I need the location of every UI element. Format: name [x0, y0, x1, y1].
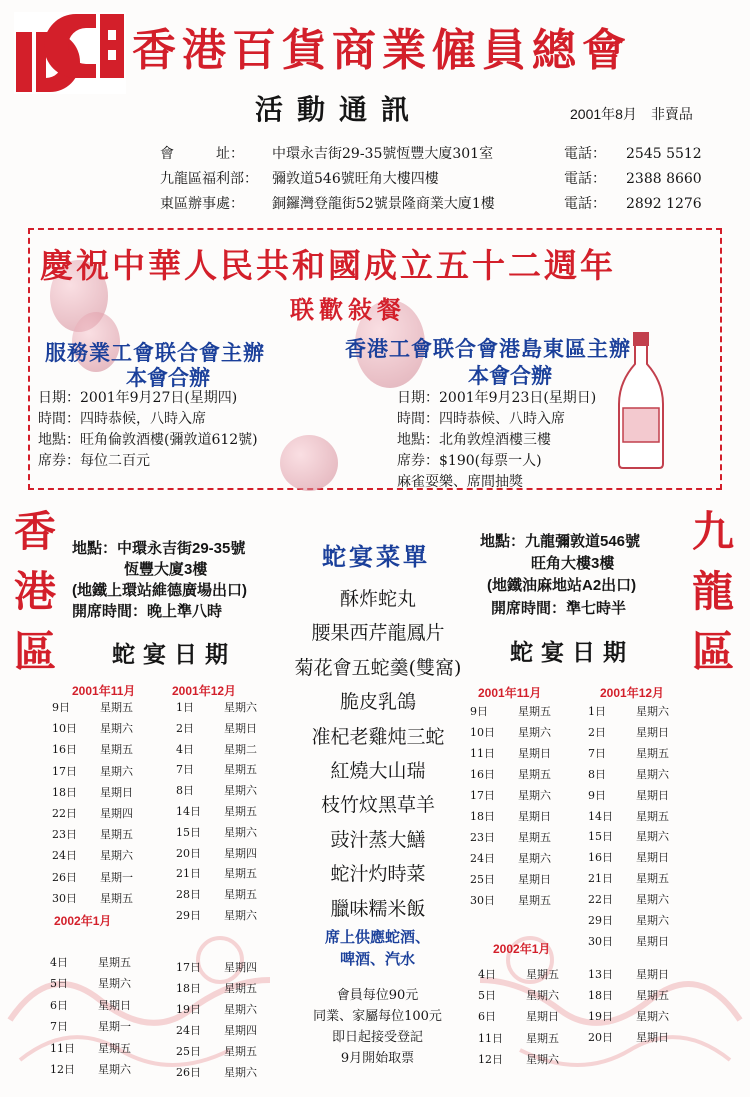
calendar-weekday: 星期六	[224, 701, 257, 714]
calendar-date: 18日	[176, 982, 201, 995]
kln-calendar-row	[478, 1052, 559, 1068]
calendar-date: 30日	[588, 934, 613, 948]
hk-calendar-row	[176, 1002, 257, 1018]
detail-line: 時間：四時恭候、八時入席	[397, 411, 565, 427]
calendar-weekday: 星期五	[98, 1041, 131, 1055]
calendar-weekday: 星期五	[100, 743, 133, 757]
drinks-note	[300, 927, 455, 971]
calendar-date: 30日	[52, 891, 77, 905]
calendar-date: 4日	[50, 956, 68, 969]
calendar-weekday: 星期六	[526, 989, 559, 1003]
calendar-weekday: 星期日	[636, 788, 669, 802]
calendar-weekday: 星期五	[224, 888, 257, 902]
detail-line: 日期：2001年9月23日(星期日)	[397, 390, 597, 406]
kln-calendar-row	[588, 788, 669, 804]
calendar-date: 11日	[470, 747, 495, 760]
menu-item: 枝竹炆黑草羊	[320, 794, 435, 817]
issue-info	[570, 104, 707, 124]
hk-calendar-row	[176, 825, 257, 841]
region-char: 區	[691, 627, 734, 676]
hk-dates-title: 蛇宴日期	[112, 641, 236, 668]
hk-venue-line: 開席時間：晚上準八時	[72, 603, 223, 620]
drinks-line: 啤酒、汽水	[339, 951, 415, 968]
calendar-date: 26日	[52, 870, 77, 884]
region-char: 龍	[691, 567, 734, 616]
hk-calendar-row	[176, 783, 257, 799]
calendar-date: 25日	[176, 1045, 201, 1058]
calendar-date: 15日	[588, 830, 613, 844]
calendar-weekday: 星期日	[636, 968, 669, 981]
calendar-weekday: 星期五	[224, 867, 257, 881]
kln-venue-line: 旺角大樓3樓	[531, 555, 615, 572]
kln-calendar-row	[588, 746, 669, 762]
kln-calendar-row	[588, 871, 669, 887]
calendar-date: 9日	[52, 701, 70, 714]
calendar-weekday: 星期五	[100, 891, 133, 905]
hk-venue-line: 恆豐大廈3樓	[124, 561, 208, 578]
calendar-weekday: 星期五	[518, 831, 551, 844]
kln-calendar-row	[470, 872, 551, 888]
organization-name: 香港百貨商業僱員總會	[132, 25, 632, 76]
hk-calendar-row	[52, 764, 133, 780]
calendar-date: 21日	[176, 867, 201, 881]
kln-calendar-row	[588, 913, 669, 929]
calendar-date: 8日	[176, 784, 194, 798]
address-label: 東區辦事處：	[160, 196, 244, 212]
kln-calendar-row	[478, 1009, 559, 1025]
calendar-weekday: 星期五	[518, 768, 551, 781]
kln-calendar-row	[588, 1030, 669, 1046]
tel-label: 電話：	[564, 171, 606, 187]
calendar-date: 10日	[52, 722, 77, 736]
kln-calendar-row	[478, 967, 559, 983]
hk-calendar-row	[176, 846, 257, 862]
calendar-weekday: 星期六	[224, 1066, 257, 1079]
calendar-weekday: 星期六	[636, 914, 669, 927]
calendar-date: 7日	[50, 1020, 68, 1034]
address-label: 會 址：	[160, 146, 244, 162]
tel-label: 電話：	[564, 146, 606, 162]
calendar-date: 29日	[176, 909, 201, 922]
kln-calendar-row	[470, 725, 551, 741]
left-banquet-details	[38, 388, 258, 472]
hk-calendar-row	[176, 721, 257, 737]
hk-calendar-row	[176, 908, 257, 924]
address-row	[160, 193, 740, 213]
calendar-weekday: 星期四	[224, 961, 257, 974]
issue-note: 非賣品	[650, 106, 693, 122]
kln-calendar-row	[470, 767, 551, 783]
calendar-date: 16日	[52, 743, 77, 757]
menu-item: 酥炸蛇丸	[339, 588, 416, 610]
calendar-weekday: 星期六	[636, 1010, 669, 1023]
calendar-weekday: 星期五	[636, 809, 669, 823]
menu-item: 臘味糯米飯	[330, 897, 426, 920]
calendar-weekday: 星期五	[224, 982, 257, 995]
calendar-date: 9日	[470, 705, 488, 718]
calendar-date: 12日	[50, 1063, 75, 1076]
calendar-weekday: 星期五	[636, 989, 669, 1002]
kln-calendar-row	[470, 809, 551, 825]
calendar-date: 8日	[588, 767, 606, 781]
calendar-date: 14日	[176, 805, 201, 818]
calendar-weekday: 星期六	[636, 830, 669, 844]
hk-calendar-row	[176, 762, 257, 778]
detail-line: 時間：四時恭候，八時入席	[38, 411, 206, 427]
calendar-date: 22日	[588, 893, 613, 907]
issue-date: 2001年8月	[570, 106, 637, 122]
kln-calendar-row	[470, 851, 551, 867]
hk-calendar-row	[50, 998, 131, 1014]
menu-item: 菊花會五蛇羹(雙窩)	[294, 656, 462, 679]
note-line: 同業、家屬每位100元	[313, 1009, 442, 1024]
detail-line: 地點：北角敦煌酒樓三樓	[397, 432, 551, 448]
calendar-date: 4日	[176, 742, 194, 756]
calendar-weekday: 星期五	[636, 872, 669, 886]
calendar-date: 4日	[478, 968, 496, 981]
tel-label: 電話：	[564, 196, 606, 212]
kln-calendar-row	[588, 725, 669, 741]
banquet-title: 慶祝中華人民共和國成立五十二週年	[40, 246, 616, 285]
calendar-date: 7日	[588, 746, 606, 760]
hk-calendar-row	[52, 700, 133, 716]
calendar-date: 24日	[52, 849, 77, 863]
hk-calendar-month: 2001年11月	[72, 684, 136, 698]
menu-item: 豉汁蒸大鱔	[330, 828, 426, 851]
menu-item: 腰果西芹龍鳳片	[311, 622, 445, 645]
calendar-weekday: 星期六	[98, 1063, 131, 1076]
hk-calendar-row	[176, 742, 257, 758]
kln-calendar-row	[588, 988, 669, 1004]
calendar-weekday: 星期五	[224, 763, 257, 777]
calendar-weekday: 星期五	[100, 701, 133, 714]
calendar-date: 12日	[478, 1052, 503, 1066]
hk-calendar-row	[50, 1019, 131, 1035]
detail-line: 席券：$190(每票一人)	[397, 453, 542, 469]
kln-calendar-row	[588, 892, 669, 908]
kln-calendar-row	[588, 829, 669, 845]
calendar-date: 17日	[52, 764, 77, 778]
note-line: 會員每位90元	[336, 988, 419, 1003]
calendar-date: 5日	[478, 989, 496, 1003]
hk-venue-line: 地點：中環永吉街29-35號	[72, 540, 246, 557]
calendar-date: 2日	[176, 721, 194, 735]
calendar-date: 22日	[52, 807, 77, 820]
right-banquet-details	[397, 388, 596, 493]
calendar-weekday: 星期六	[224, 825, 257, 839]
calendar-weekday: 星期五	[100, 828, 133, 842]
address-value: 銅鑼灣登龍街52號景隆商業大廈1樓	[272, 196, 495, 212]
calendar-date: 20日	[176, 846, 201, 860]
hk-calendar-row	[52, 742, 133, 758]
calendar-weekday: 星期六	[526, 1052, 559, 1066]
detail-line: 地點：旺角倫敦酒樓(彌敦道612號)	[38, 432, 258, 448]
calendar-weekday: 星期六	[100, 764, 133, 778]
drinks-line: 席上供應蛇酒、	[324, 929, 430, 946]
snake-menu-title: 蛇宴菜單	[322, 542, 430, 571]
calendar-date: 23日	[52, 828, 77, 842]
calendar-weekday: 星期日	[636, 934, 669, 948]
kln-calendar-row	[470, 788, 551, 804]
calendar-weekday: 星期六	[100, 722, 133, 736]
tel-number: 2892 1276	[626, 196, 702, 212]
note-line: 即日起接受登記	[331, 1030, 423, 1045]
calendar-weekday: 星期日	[98, 998, 131, 1012]
calendar-date: 9日	[588, 788, 606, 802]
calendar-date: 5日	[50, 977, 68, 991]
calendar-date: 1日	[588, 705, 606, 718]
calendar-date: 6日	[478, 1010, 496, 1024]
hk-calendar-month: 2001年12月	[172, 684, 237, 698]
kln-calendar-month: 2001年12月	[600, 686, 665, 700]
menu-item: 脆皮乳鴿	[339, 691, 416, 714]
calendar-weekday: 星期六	[636, 705, 669, 718]
calendar-date: 19日	[588, 1010, 613, 1023]
calendar-weekday: 星期四	[224, 846, 257, 860]
hk-calendar-row	[176, 866, 257, 882]
hk-calendar-row	[176, 960, 257, 976]
calendar-date: 10日	[470, 726, 495, 739]
hk-calendar-row	[52, 891, 133, 907]
calendar-date: 21日	[588, 872, 613, 886]
union-logo	[14, 12, 126, 94]
calendar-weekday: 星期六	[100, 849, 133, 863]
calendar-weekday: 星期六	[518, 726, 551, 739]
right-co-organizer: 本會合辦	[468, 363, 552, 388]
hk-calendar-row	[52, 721, 133, 737]
calendar-weekday: 星期日	[526, 1010, 559, 1024]
hk-calendar-row	[52, 848, 133, 864]
calendar-weekday: 星期五	[636, 746, 669, 760]
price-notes	[290, 985, 465, 1069]
address-row	[160, 168, 740, 188]
calendar-date: 18日	[52, 785, 77, 799]
address-value: 彌敦道546號旺角大樓四樓	[272, 171, 439, 187]
calendar-date: 13日	[588, 968, 613, 981]
calendar-date: 19日	[176, 1003, 201, 1016]
calendar-weekday: 星期五	[526, 968, 559, 981]
calendar-weekday: 星期日	[636, 725, 669, 739]
calendar-weekday: 星期四	[224, 1024, 257, 1037]
hk-calendar-row	[176, 1044, 257, 1060]
left-co-organizer: 本會合辦	[126, 365, 210, 390]
region-char: 九	[691, 507, 734, 556]
calendar-weekday: 星期日	[224, 721, 257, 735]
calendar-date: 24日	[470, 852, 495, 865]
hk-calendar-row	[176, 1065, 257, 1081]
calendar-date: 16日	[588, 851, 613, 865]
calendar-date: 26日	[176, 1066, 201, 1079]
calendar-date: 29日	[588, 914, 613, 927]
balloon-decoration	[280, 435, 338, 491]
calendar-date: 20日	[588, 1031, 613, 1044]
calendar-date: 17日	[176, 961, 201, 974]
newsletter-title: 活動通訊	[255, 93, 424, 126]
kln-venue-line: 地點：九龍彌敦道546號	[480, 533, 641, 550]
hk-calendar-row	[50, 1041, 131, 1057]
kln-venue-line: (地鐵油麻地站A2出口)	[487, 577, 637, 594]
kln-calendar-row	[478, 1031, 559, 1047]
region-char: 香	[13, 507, 56, 556]
calendar-weekday: 星期日	[518, 747, 551, 760]
calendar-weekday: 星期六	[224, 1003, 257, 1016]
address-value: 中環永吉街29-35號恆豐大廈301室	[272, 146, 494, 162]
calendar-date: 30日	[470, 894, 495, 907]
calendar-date: 23日	[470, 831, 495, 844]
calendar-weekday: 星期五	[98, 956, 131, 969]
calendar-weekday: 星期五	[526, 1031, 559, 1045]
calendar-date: 16日	[470, 768, 495, 781]
hk-calendar-row	[176, 700, 257, 716]
calendar-weekday: 星期日	[636, 851, 669, 865]
left-organizer: 服務業工會联合會主辦	[45, 340, 265, 365]
hk-calendar-row	[50, 1062, 131, 1078]
kln-calendar-row	[588, 1009, 669, 1025]
calendar-weekday: 星期六	[98, 977, 131, 991]
calendar-date: 11日	[478, 1031, 503, 1045]
hong-kong-region-label	[10, 502, 60, 682]
address-row	[160, 143, 740, 163]
region-char: 區	[13, 627, 56, 676]
calendar-date: 1日	[176, 701, 194, 714]
kln-calendar-row	[478, 988, 559, 1004]
address-label: 九龍區福利部：	[160, 171, 258, 187]
hk-calendar-row	[50, 976, 131, 992]
hk-venue-line: (地鐵上環站維德廣場出口)	[72, 582, 247, 599]
calendar-date: 11日	[50, 1041, 75, 1055]
calendar-date: 6日	[50, 998, 68, 1012]
calendar-weekday: 星期日	[636, 1031, 669, 1044]
hk-calendar-row	[52, 870, 133, 886]
menu-item: 准杞老雞炖三蛇	[311, 725, 445, 748]
calendar-date: 14日	[588, 809, 613, 823]
banquet-subtitle: 联歡敍餐	[290, 295, 406, 324]
calendar-weekday: 星期日	[100, 785, 133, 799]
right-organizer: 香港工會联合會港島東區主辦	[345, 336, 631, 361]
kowloon-region-label	[688, 502, 738, 682]
kln-calendar-row	[588, 767, 669, 783]
calendar-weekday: 星期日	[518, 810, 551, 823]
kln-calendar-row	[588, 809, 669, 825]
kln-calendar-row	[588, 934, 669, 950]
calendar-weekday: 星期一	[100, 870, 133, 884]
tel-number: 2545 5512	[626, 146, 702, 162]
calendar-date: 17日	[470, 789, 495, 802]
menu-item: 蛇汁灼時菜	[330, 863, 426, 886]
hk-calendar-row	[52, 827, 133, 843]
hk-calendar-row	[52, 806, 133, 822]
detail-line: 麻雀耍樂、席間抽獎	[397, 474, 523, 490]
calendar-weekday: 星期六	[518, 852, 551, 865]
calendar-weekday: 星期六	[636, 893, 669, 907]
kln-dates-title: 蛇宴日期	[510, 639, 634, 666]
kln-calendar-row	[470, 893, 551, 909]
kln-calendar-row	[588, 704, 669, 720]
calendar-weekday: 星期六	[636, 767, 669, 781]
detail-line: 席券：每位二百元	[38, 453, 150, 469]
calendar-date: 24日	[176, 1024, 201, 1037]
calendar-date: 28日	[176, 888, 201, 902]
calendar-weekday: 星期六	[224, 909, 257, 922]
calendar-weekday: 星期一	[98, 1020, 131, 1034]
calendar-weekday: 星期六	[518, 789, 551, 802]
hk-calendar-row	[176, 887, 257, 903]
calendar-weekday: 星期五	[518, 894, 551, 907]
kln-calendar-row	[470, 704, 551, 720]
hk-calendar-row	[52, 785, 133, 801]
kln-calendar-row	[470, 746, 551, 762]
tel-number: 2388 8660	[626, 171, 702, 187]
calendar-weekday: 星期四	[100, 807, 133, 820]
calendar-date: 18日	[588, 989, 613, 1002]
calendar-weekday: 星期五	[224, 805, 257, 818]
menu-list	[292, 582, 464, 926]
menu-item: 紅燒大山瑞	[330, 759, 426, 782]
detail-line: 日期：2001年9月27日(星期四)	[38, 390, 238, 406]
note-line: 9月開始取票	[340, 1051, 415, 1066]
calendar-weekday: 星期六	[224, 784, 257, 798]
hk-calendar-month: 2002年1月	[54, 914, 112, 928]
calendar-date: 25日	[470, 873, 495, 886]
hk-calendar-row	[176, 1023, 257, 1039]
calendar-weekday: 星期二	[224, 742, 257, 756]
calendar-date: 18日	[470, 810, 495, 823]
kln-calendar-row	[588, 850, 669, 866]
calendar-date: 2日	[588, 725, 606, 739]
kln-calendar-month: 2002年1月	[493, 942, 551, 956]
calendar-weekday: 星期日	[518, 873, 551, 886]
kln-calendar-row	[470, 830, 551, 846]
kln-venue-line: 開席時間：準七時半	[491, 600, 627, 617]
kln-calendar-month: 2001年11月	[478, 686, 542, 700]
region-char: 港	[13, 567, 56, 616]
hk-calendar-row	[176, 981, 257, 997]
calendar-weekday: 星期五	[518, 705, 551, 718]
calendar-date: 7日	[176, 763, 194, 777]
calendar-date: 15日	[176, 825, 201, 839]
calendar-weekday: 星期五	[224, 1045, 257, 1058]
kln-calendar-row	[588, 967, 669, 983]
hk-calendar-row	[176, 804, 257, 820]
hk-calendar-row	[50, 955, 131, 971]
